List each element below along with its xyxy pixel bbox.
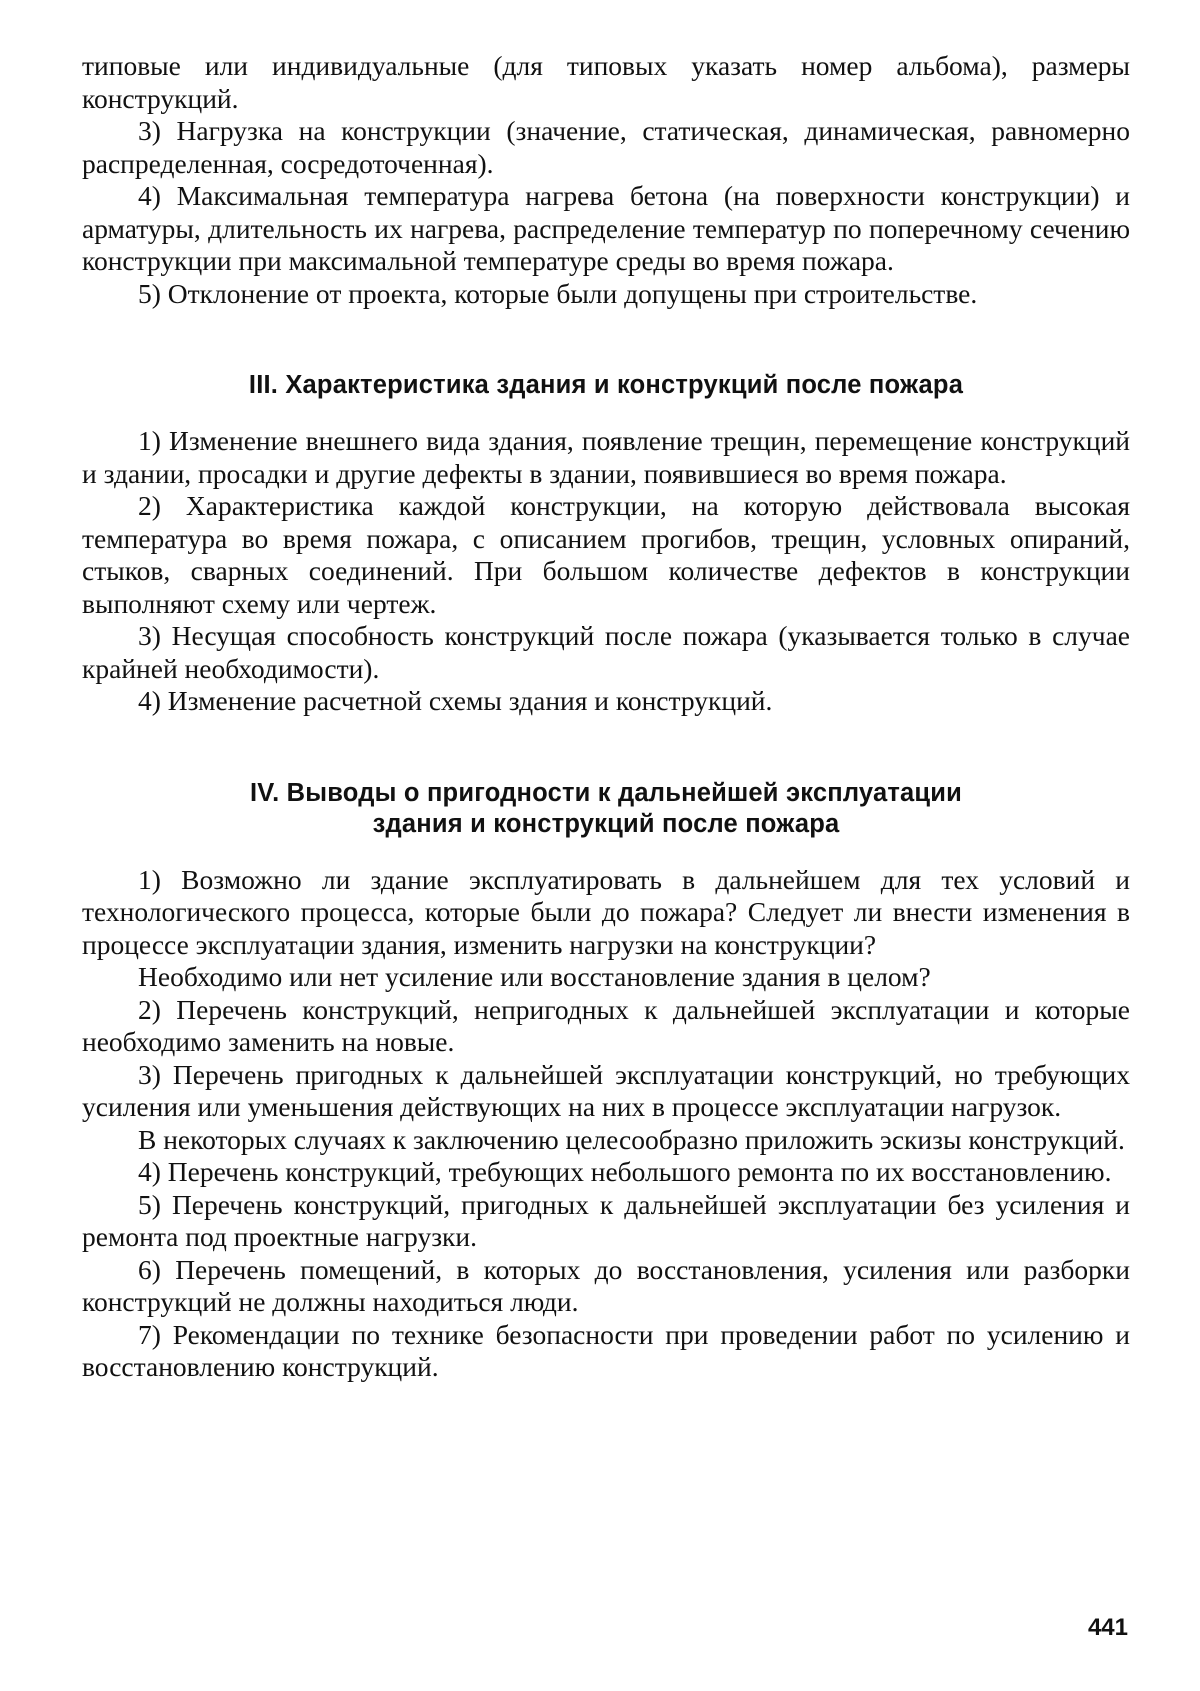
paragraph-s3-item-1: 1) Изменение внешнего вида здания, появление трещин, перемещение конструкций и здании, просадки и другие дефекты в здании, появившиеся во время пожара. <box>82 425 1130 489</box>
paragraph-item-4-temperature: 4) Максимальная температура нагрева бетона (на поверхности конструкции) и арматуры, длительность их нагрева, распределение температур по поперечному сечению конструкции при максимальной температуре среды во время пожара. <box>82 180 1130 276</box>
paragraph-s4-item-1: 1) Возможно ли здание эксплуатировать в дальнейшем для тех условий и технологического процесса, которые были до пожара? Следует ли внести изменения в процессе эксплуатации здания, изменить нагрузки на конструкции? <box>82 863 1130 960</box>
paragraph-s3-item-3: 3) Несущая способность конструкций после пожара (указывается только в случае крайней необходимости). <box>82 620 1130 684</box>
section-3-heading: III. Характеристика здания и конструкций после пожара <box>248 371 964 399</box>
paragraph-s4-item-3: 3) Перечень пригодных к дальнейшей эксплуатации конструкций, но требующих усиления или уменьшения действующих на них в процессе эксплуатации нагрузок. <box>82 1058 1130 1122</box>
section-4-heading <box>82 778 1130 840</box>
spacer <box>82 718 1130 778</box>
section-4-heading-line-2: здания и конструкций после пожара <box>372 809 840 838</box>
section-4-heading-line-1: IV. Выводы о пригодности к дальнейшей эксплуатации <box>249 778 963 807</box>
spacer <box>82 401 1130 425</box>
spacer <box>82 840 1130 864</box>
page-number: 441 <box>1087 1614 1128 1641</box>
spacer <box>82 310 1130 370</box>
paragraph-s4-item-7: 7) Рекомендации по технике безопасности при проведении работ по усилению и восстановлению конструкций. <box>82 1318 1130 1382</box>
paragraph-s4-item-3b: В некоторых случаях к заключению целесообразно приложить эскизы конструкций. <box>138 1123 1125 1155</box>
paragraph-item-3-load: 3) Нагрузка на конструкции (значение, статическая, динамическая, равномерно распределенная, сосредоточенная). <box>82 115 1130 179</box>
paragraph-s4-item-2: 2) Перечень конструкций, непригодных к дальнейшей эксплуатации и которые необходимо заменить на новые. <box>82 993 1130 1057</box>
paragraph-s3-item-4: 4) Изменение расчетной схемы здания и конструкций. <box>138 685 773 716</box>
paragraph-item-5-deviation: 5) Отклонение от проекта, которые были допущены при строительстве. <box>138 277 978 309</box>
paragraph-continuation: типовые или индивидуальные (для типовых указать номер альбома), размеры конструкций. <box>82 50 1130 114</box>
paragraph-s3-item-2: 2) Характеристика каждой конструкции, на которую действовала высокая температура во время пожара, с описанием прогибов, трещин, условных опираний, стыков, сварных соединений. При большом количестве дефектов в конструкции выполняют схему или чертеж. <box>82 490 1130 619</box>
page-body <box>82 50 1130 1384</box>
paragraph-s4-item-5: 5) Перечень конструкций, пригодных к дальнейшей эксплуатации без усиления и ремонта под проектные нагрузки. <box>82 1188 1130 1252</box>
paragraph-s4-item-1b: Необходимо или нет усиление или восстановление здания в целом? <box>138 961 931 992</box>
paragraph-s4-item-4: 4) Перечень конструкций, требующих небольшого ремонта по их восстановлению. <box>138 1156 1112 1187</box>
paragraph-s4-item-6: 6) Перечень помещений, в которых до восстановления, усиления или разборки конструкций не должны находиться люди. <box>82 1253 1130 1317</box>
